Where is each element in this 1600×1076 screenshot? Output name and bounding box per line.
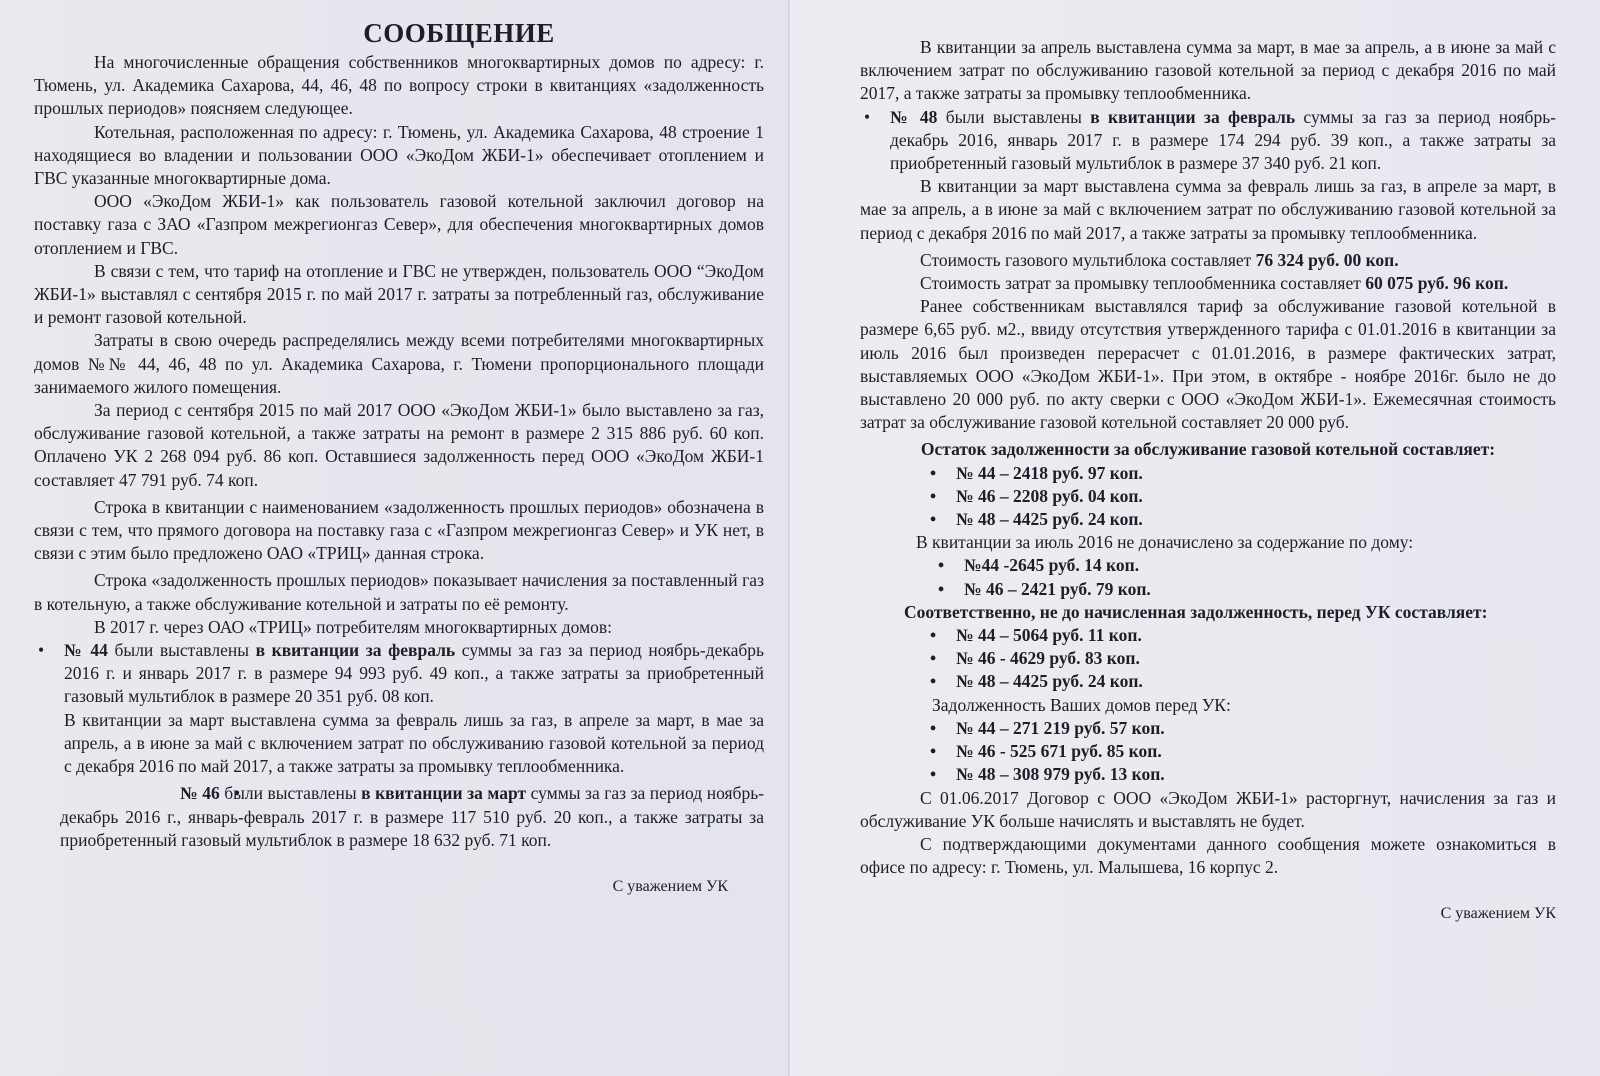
list-item: • № 46 - 4629 руб. 83 коп. [860, 647, 1556, 670]
list-item: • № 48 – 4425 руб. 24 коп. [860, 670, 1556, 693]
paragraph-tariff: В связи с тем, что тариф на отопление и ГВС не утвержден, пользователь ООО “ЭкоДом ЖБИ-1» выставлял с сентября 2015 г. по май 2017 г. затраты за потребленный газ, обслуживание и ремонт газовой котельной. [34, 260, 764, 328]
july-list [860, 554, 1556, 600]
list-item: • № 46 – 2421 руб. 79 коп. [860, 578, 1556, 601]
list-item: • № 46 – 2208 руб. 04 коп. [860, 485, 1556, 508]
paragraph-documents: С подтверждающими документами данного сообщения можете ознакомиться в офисе по адресу: г. Тюмень, ул. Малышева, 16 корпус 2. [860, 833, 1556, 878]
list-item: • № 44 – 5064 руб. 11 коп. [860, 624, 1556, 647]
list-item-house-44 [34, 639, 764, 709]
flushing-cost-label: Стоимость затрат за промывку теплообменника составляет [920, 273, 1366, 294]
paragraph-flushing-cost [860, 272, 1556, 295]
list-item: • № 48 – 4425 руб. 24 коп. [860, 508, 1556, 531]
paragraph-line-origin: Строка в квитанции с наименованием «задолженность прошлых периодов» обозначена в связи с тем, что прямого договора на поставку газа с «Газпром межрегионгаз Север» и УК нет, в связи с этим было предложено ОАО «ТРИЦ» данная строка. [34, 496, 764, 564]
left-page [0, 0, 790, 1076]
paragraph-debt: Задолженность Ваших домов перед УК: [932, 694, 1231, 715]
paragraph-boiler: Котельная, расположенная по адресу: г. Тюмень, ул. Академика Сахарова, 48 строение 1 находящиеся во владении и пользовании ООО «ЭкоДом ЖБИ-1» обеспечивает отоплением и ГВС указанные многоквартирные дома. [34, 121, 764, 189]
list-item: • №44 -2645 руб. 14 коп. [860, 554, 1556, 577]
paragraph-multiblock-cost [860, 249, 1556, 272]
accrued-list [860, 624, 1556, 694]
signature-right: С уважением УК [1440, 905, 1556, 923]
list-item-house-48 [860, 106, 1556, 176]
paragraph-house-44-schedule: В квитанции за март выставлена сумма за февраль лишь за газ, в апреле за март, в мае за апрель, а в июне за май с включением затрат по обслуживанию газовой котельной за период с декабря 2016 по май 2017, а также затраты за промывку теплообменника. [64, 709, 764, 777]
house-48-number: № 48 [890, 106, 938, 127]
paragraph-march-receipt: В квитанции за март выставлена сумма за февраль лишь за газ, в апреле за март, в мае за апрель, а в июне за май с включением затрат по обслуживанию газовой котельной за период с декабря 2016 по май 2017, а также затраты за промывку теплообменника. [860, 176, 1556, 243]
paragraph-contract: ООО «ЭкоДом ЖБИ-1» как пользователь газовой котельной заключил договор на поставку газа с ЗАО «Газпром межрегионгаз Север», для обеспечения многоквартирных домов отоплением и ГВС. [34, 191, 764, 258]
list-item: • № 44 – 2418 руб. 97 коп. [860, 462, 1556, 485]
flushing-cost-value: 60 075 руб. 96 коп. [1365, 273, 1509, 294]
paragraph-termination: С 01.06.2017 Договор с ООО «ЭкоДом ЖБИ-1» расторгнут, начисления за газ и обслуживание УК больше начислять и выставлять не будет. [860, 787, 1556, 831]
house-46-text-b: суммы за газ за период ноябрь-декабрь 2016 г., январь-февраль 2017 г. в размере 117 510 руб. 20 коп., а также затраты за приобретенный газовый мультиблок в размере 18 632 руб. 71 коп. [60, 783, 765, 850]
house-48-text-b: суммы за газ за период ноябрь-декабрь 2016, январь 2017 г. в размере 174 294 руб. 39 коп., а также затраты за приобретенный газовый мультиблок в размере 37 340 руб. 21 коп. [890, 106, 1556, 174]
house-44-text-b: суммы за газ за период ноябрь-декабрь 2016 г. и январь 2017 г. в размере 94 993 руб. 49 коп., а также затраты за приобретенный газовый мультиблок в размере 20 351 руб. 08 коп. [64, 640, 764, 707]
paragraph-recalculation: Ранее собственникам выставлялся тариф за обслуживание газовой котельной в размере 6,65 руб. м2., ввиду отсутствия утвержденного тарифа с 01.01.2016 в квитанции за июль 2016 был произведен перерасчет с 01.01.2016, в размере фактических затрат, выставляемых ООО «ЭкоДом ЖБИ-1». При этом, в октябре - ноябре 2016г. было не до выставлено 20 000 руб. по акту сверки с ООО «ЭкоДом ЖБИ-1». Ежемесячная стоимость затрат за обслуживание газовой котельной составляет 20 000 руб. [860, 296, 1556, 433]
house-44-text-a: были выставлены [107, 640, 256, 661]
house-44-number: № 44 [64, 640, 108, 661]
list-item-house-46 [34, 782, 764, 852]
house-list-right [860, 106, 1556, 176]
list-item: • № 44 – 271 219 руб. 57 коп. [860, 717, 1556, 740]
paragraph-april-receipt: В квитанции за апрель выставлена сумма за март, в мае за апрель, а в июне за май с включением затрат по обслуживанию газовой котельной за период с декабря 2016 по май 2017, а также затраты за промывку теплообменника. [860, 37, 1556, 104]
house-list-left [34, 639, 764, 709]
house-44-receipt: в квитанции за февраль [255, 640, 456, 661]
signature-left: С уважением УК [612, 877, 728, 895]
house-46-text-a: были выставлены [219, 783, 362, 804]
paragraph-line-meaning: Строка «задолженность прошлых периодов» показывает начисления за поставленный газ в котельную, а также обслуживание котельной и затраты по её ремонту. [34, 570, 764, 614]
house-48-text-a: были выставлены [937, 106, 1091, 127]
right-page [790, 0, 1600, 1076]
house-46-number: № 46 [180, 783, 220, 804]
remainder-heading: Остаток задолженности за обслуживание газовой котельной составляет: [920, 439, 1496, 460]
paragraph-2017-intro: В 2017 г. через ОАО «ТРИЦ» потребителям многоквартирных домов: [94, 616, 613, 637]
paragraph-distribution: Затраты в свою очередь распределялись между всеми потребителями многоквартирных домов №№ 44, 46, 48 по ул. Академика Сахарова, г. Тюмени пропорционального площади занимаемого жилого помещения. [34, 330, 764, 397]
house-list-left-2 [34, 782, 764, 852]
debt-list [860, 717, 1556, 787]
list-item: • № 48 – 308 979 руб. 13 коп. [860, 763, 1556, 786]
remainder-list [860, 462, 1556, 532]
paragraph-july: В квитанции за июль 2016 не доначислено за содержание по дому: [916, 532, 1414, 553]
multiblock-cost-label: Стоимость газового мультиблока составляет [920, 249, 1256, 270]
accrued-heading: Соответственно, не до начисленная задолженность, перед УК составляет: [904, 601, 1488, 622]
house-48-receipt: в квитанции за февраль [1090, 106, 1296, 127]
paragraph-period-totals: За период с сентября 2015 по май 2017 ООО «ЭкоДом ЖБИ-1» было выставлено за газ, обслуживание газовой котельной, а также затраты на ремонт в размере 2 315 886 руб. 60 коп. Оплачено УК 2 268 094 руб. 86 коп. Оставшиеся задолженность перед ООО «ЭкоДом ЖБИ-1 составляет 47 791 руб. 74 коп. [34, 400, 764, 490]
notice-title: СООБЩЕНИЕ [363, 18, 555, 48]
paragraph-intro: На многочисленные обращения собственников многоквартирных домов по адресу: г. Тюмень, ул. Академика Сахарова, 44, 46, 48 по вопросу строки в квитанциях «задолженность прошлых периодов» поясняем следующее. [34, 52, 764, 119]
house-46-receipt: в квитанции за март [361, 783, 527, 804]
list-item: • № 46 - 525 671 руб. 85 коп. [860, 740, 1556, 763]
multiblock-cost-value: 76 324 руб. 00 коп. [1255, 249, 1399, 270]
